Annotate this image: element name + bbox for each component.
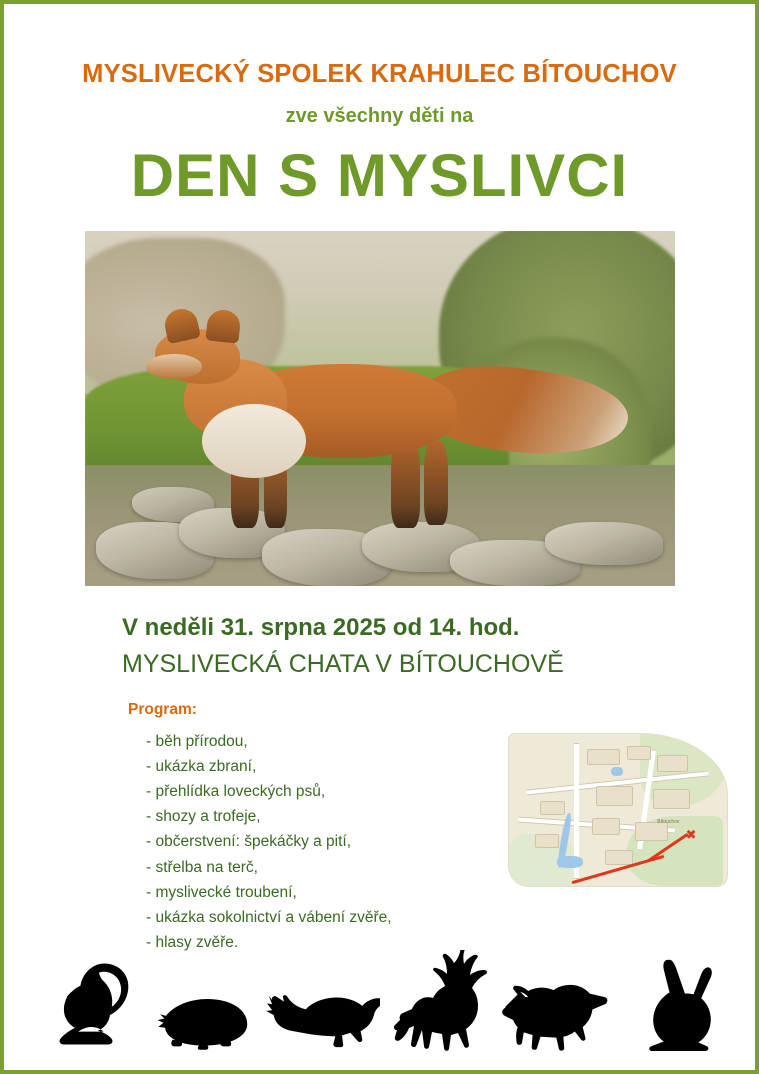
fox-ear [206, 309, 242, 345]
list-item: - ukázka zbraní, [146, 758, 257, 776]
map-building [627, 746, 651, 760]
squirrel-icon [40, 956, 132, 1052]
fox-chest [202, 404, 306, 479]
map-building [596, 786, 633, 806]
deer-icon [390, 950, 500, 1052]
map-water [557, 856, 583, 868]
fox-photo-image [85, 231, 675, 586]
map-building [535, 834, 559, 848]
map-destination-marker: ✖ [685, 827, 697, 843]
map-building [605, 850, 633, 866]
fox-icon [262, 980, 380, 1052]
fox-snout [146, 354, 203, 379]
program-heading: Program: [128, 701, 197, 718]
map-building [653, 789, 690, 809]
map-building [592, 818, 620, 835]
list-item: - běh přírodou, [146, 733, 248, 750]
list-item: - střelba na terč, [146, 858, 258, 876]
organization-title: MYSLIVECKÝ SPOLEK KRAHULEC BÍTOUCHOV [82, 60, 677, 88]
list-item: - myslivecké troubení, [146, 883, 297, 901]
map-building [540, 801, 566, 815]
fox-photo [85, 231, 675, 586]
map-water [611, 767, 623, 776]
photo-fox [155, 309, 627, 558]
list-item: - hlasy zvěře. [146, 933, 239, 951]
fox-leg [424, 441, 448, 525]
page-title: DEN S MYSLIVCI [130, 142, 629, 209]
list-item: - občerstvení: špekáčky a pití, [146, 833, 352, 851]
location-map-image [509, 734, 727, 886]
map-building [587, 749, 620, 765]
hare-icon [634, 956, 730, 1052]
event-place: MYSLIVECKÁ CHATA V BÍTOUCHOVĚ [122, 650, 564, 678]
list-item: - ukázka sokolnictví a vábení zvěře, [146, 908, 392, 926]
hedgehog-icon [144, 990, 254, 1052]
animal-silhouette-row [4, 942, 755, 1052]
poster-content [4, 4, 755, 1070]
map-building [657, 755, 687, 772]
boar-icon [500, 974, 632, 1052]
event-date: V neděli 31. srpna 2025 od 14. hod. [122, 614, 520, 641]
map-label: Bítouchov [657, 819, 680, 826]
location-map [509, 734, 727, 886]
invitation-line: zve všechny děti na [285, 105, 474, 127]
list-item: - přehlídka loveckých psů, [146, 783, 326, 801]
list-item: - shozy a trofeje, [146, 808, 261, 826]
